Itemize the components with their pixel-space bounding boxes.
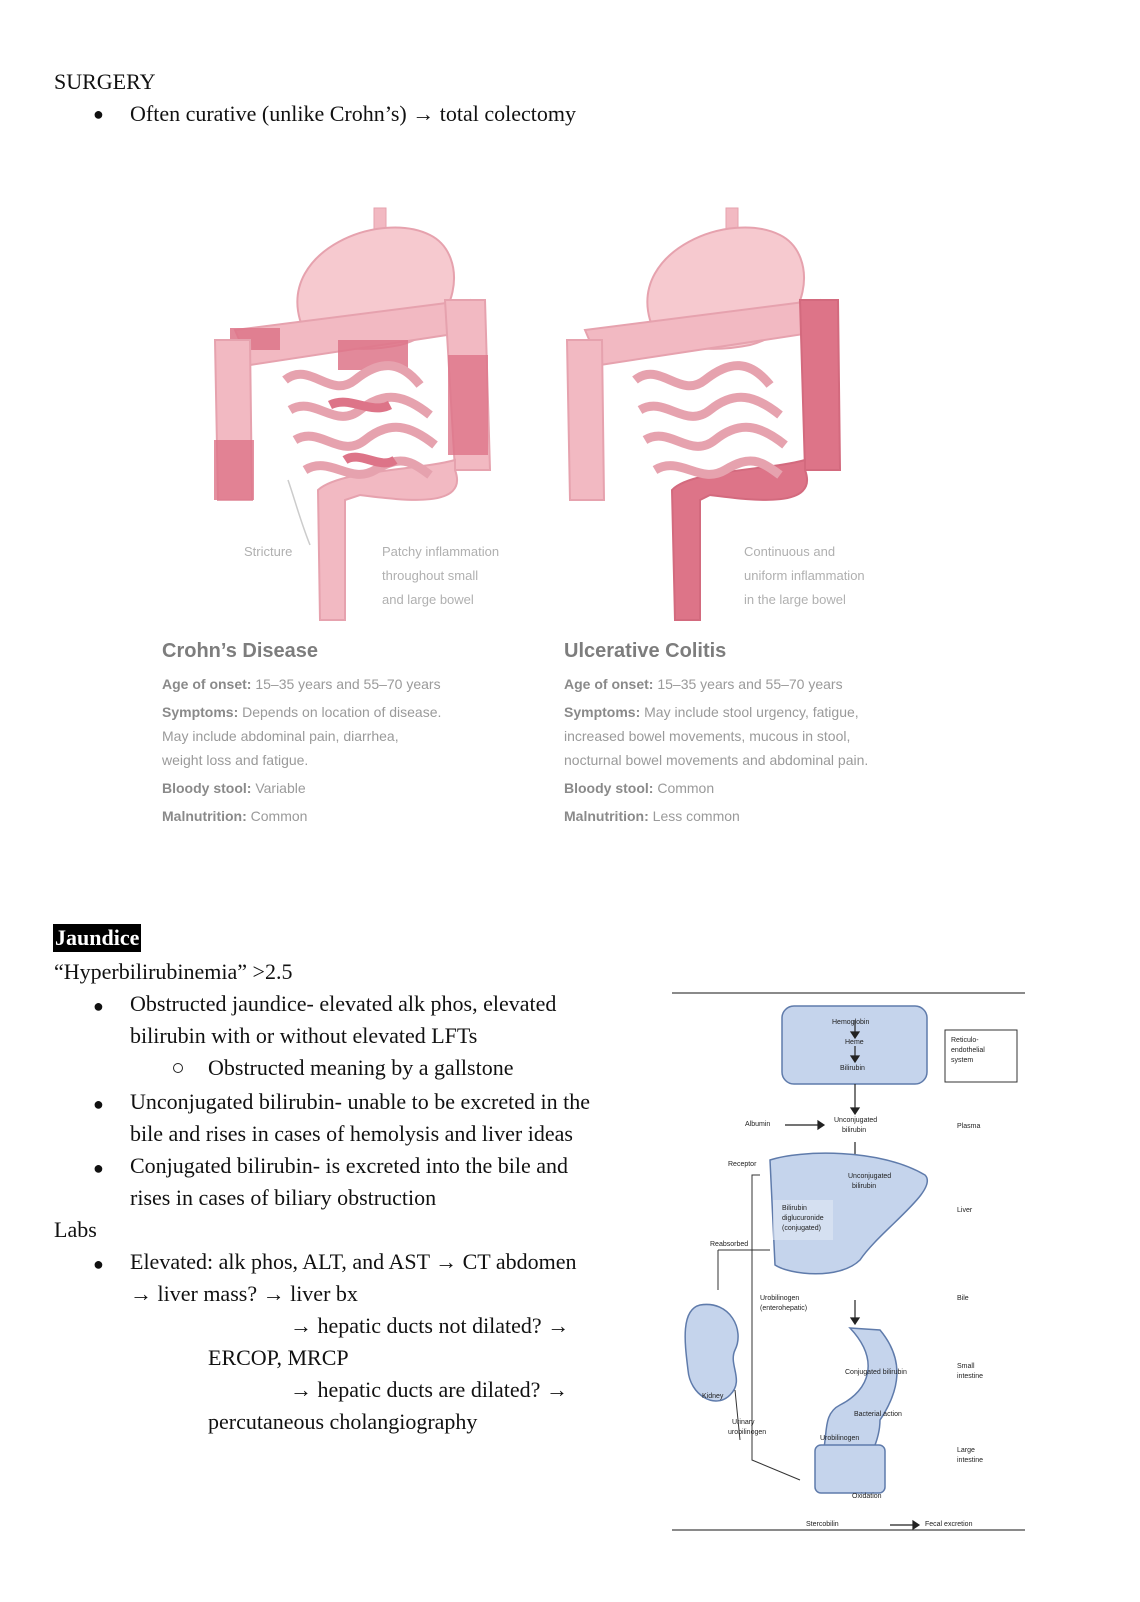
uc-malnutrition-row: Malnutrition: Less common	[564, 808, 740, 824]
res-heme: Heme	[845, 1039, 864, 1046]
reabsorbed-label: Reabsorbed	[710, 1241, 749, 1248]
obstructed-sub: Obstructed meaning by a gallstone	[208, 1055, 514, 1080]
urob-portal-1: Urobilinogen	[760, 1295, 800, 1302]
urinary-1: Urinary	[732, 1419, 755, 1426]
unconjugated-line1: Unconjugated bilirubin- unable to be excreted in the	[130, 1089, 591, 1114]
large-int-1: Large	[957, 1447, 975, 1454]
conj-bilirubin-label: Conjugated bilirubin	[845, 1369, 907, 1376]
patchy-label-1: Patchy inflammation	[382, 544, 500, 559]
uc-age-row: Age of onset: 15–35 years and 55–70 years	[564, 676, 843, 692]
uc-title: Ulcerative Colitis	[564, 640, 727, 662]
res-label-3: system	[951, 1057, 974, 1064]
urobilinogen-label: Urobilinogen	[820, 1435, 860, 1442]
jaundice-heading: Jaundice	[55, 925, 140, 950]
kidney-shape	[685, 1304, 738, 1401]
res-hemoglobin: Hemoglobin	[832, 1019, 870, 1026]
labs-line2: → liver mass? → liver bx	[130, 1281, 358, 1306]
glucuronide-1: Bilirubin	[782, 1205, 807, 1212]
kidney-label: Kidney	[702, 1393, 724, 1400]
crohns-symptoms-row: Symptoms: Depends on location of disease.	[162, 704, 442, 720]
labs-line5: → hepatic ducts are dilated? →	[290, 1377, 568, 1402]
uc-symptoms-line2: increased bowel movements, mucous in stool,	[564, 728, 851, 744]
continuous-label-3: in the large bowel	[744, 592, 846, 607]
bacterial-label: Bacterial action	[854, 1411, 902, 1418]
obstructed-line2: bilirubin with or without elevated LFTs	[130, 1023, 478, 1048]
uc-symptoms-line3: nocturnal bowel movements and abdominal pain.	[564, 752, 869, 768]
crohns-title: Crohn’s Disease	[162, 640, 318, 662]
res-label-2: endothelial	[951, 1047, 985, 1054]
urinary-2: urobilinogen	[728, 1429, 767, 1436]
uc-symptoms-row: Symptoms: May include stool urgency, fatigue,	[564, 704, 859, 720]
liver-label: Liver	[957, 1207, 973, 1214]
labs-line6: percutaneous cholangiography	[208, 1409, 478, 1434]
unconj-label-1: Unconjugated	[834, 1117, 878, 1124]
labs-line1: Elevated: alk phos, ALT, and AST → CT abdomen	[130, 1249, 577, 1274]
patchy-label-2: throughout small	[382, 568, 479, 583]
small-int-1: Small	[957, 1363, 975, 1370]
labs-line4: ERCOP, MRCP	[208, 1345, 349, 1370]
unconj-label-2: bilirubin	[842, 1127, 867, 1134]
bullet-dot: ●	[93, 996, 104, 1016]
plasma-label: Plasma	[957, 1123, 981, 1130]
crohns-symptoms-line2: May include abdominal pain, diarrhea,	[162, 728, 399, 744]
stricture-label: Stricture	[244, 544, 293, 559]
crohns-symptoms-line3: weight loss and fatigue.	[162, 752, 309, 768]
jaundice-definition: “Hyperbilirubinemia” >2.5	[54, 959, 293, 984]
obstructed-line1: Obstructed jaundice- elevated alk phos, elevated	[130, 991, 557, 1016]
liver-unconj-2: bilirubin	[852, 1183, 877, 1190]
conjugated-line1: Conjugated bilirubin- is excreted into the bile and	[130, 1153, 569, 1178]
stercobilin-label: Stercobilin	[806, 1521, 839, 1528]
glucuronide-3: (conjugated)	[782, 1225, 821, 1232]
glucuronide-2: diglucuronide	[782, 1215, 824, 1222]
bullet-dot: ●	[93, 1254, 104, 1274]
small-int-2: intestine	[957, 1373, 984, 1380]
conjugated-line2: rises in cases of biliary obstruction	[130, 1185, 437, 1210]
surgery-heading: SURGERY	[54, 69, 156, 94]
uc-bloody-row: Bloody stool: Common	[564, 780, 715, 796]
crohns-bloody-row: Bloody stool: Variable	[162, 780, 306, 796]
labs-heading: Labs	[54, 1217, 97, 1242]
bullet-dot: ●	[93, 104, 104, 124]
urob-portal-2: (enterohepatic)	[760, 1305, 808, 1312]
res-label-1: Reticulo-	[951, 1037, 979, 1044]
continuous-label-1: Continuous and	[744, 544, 836, 559]
oxidation-label: Oxidation	[852, 1493, 882, 1500]
bullet-dot: ●	[93, 1094, 104, 1114]
unconjugated-line2: bile and rises in cases of hemolysis and liver ideas	[130, 1121, 573, 1146]
labs-line3: → hepatic ducts not dilated? →	[290, 1313, 570, 1338]
patchy-label-3: and large bowel	[382, 592, 474, 607]
albumin-label: Albumin	[745, 1121, 771, 1128]
bullet-dot: ●	[93, 1158, 104, 1178]
surgery-bullet: Often curative (unlike Crohn’s) → total colectomy	[130, 101, 576, 126]
liver-unconj-1: Unconjugated	[848, 1173, 892, 1180]
large-int-2: intestine	[957, 1457, 984, 1464]
bile-label: Bile	[957, 1295, 969, 1302]
res-bilirubin: Bilirubin	[840, 1065, 865, 1072]
continuous-label-2: uniform inflammation	[744, 568, 865, 583]
receptor-label: Receptor	[728, 1161, 757, 1168]
crohns-malnutrition-row: Malnutrition: Common	[162, 808, 308, 824]
crohns-age-row: Age of onset: 15–35 years and 55–70 years	[162, 676, 441, 692]
fecal-label: Fecal excretion	[925, 1521, 973, 1528]
